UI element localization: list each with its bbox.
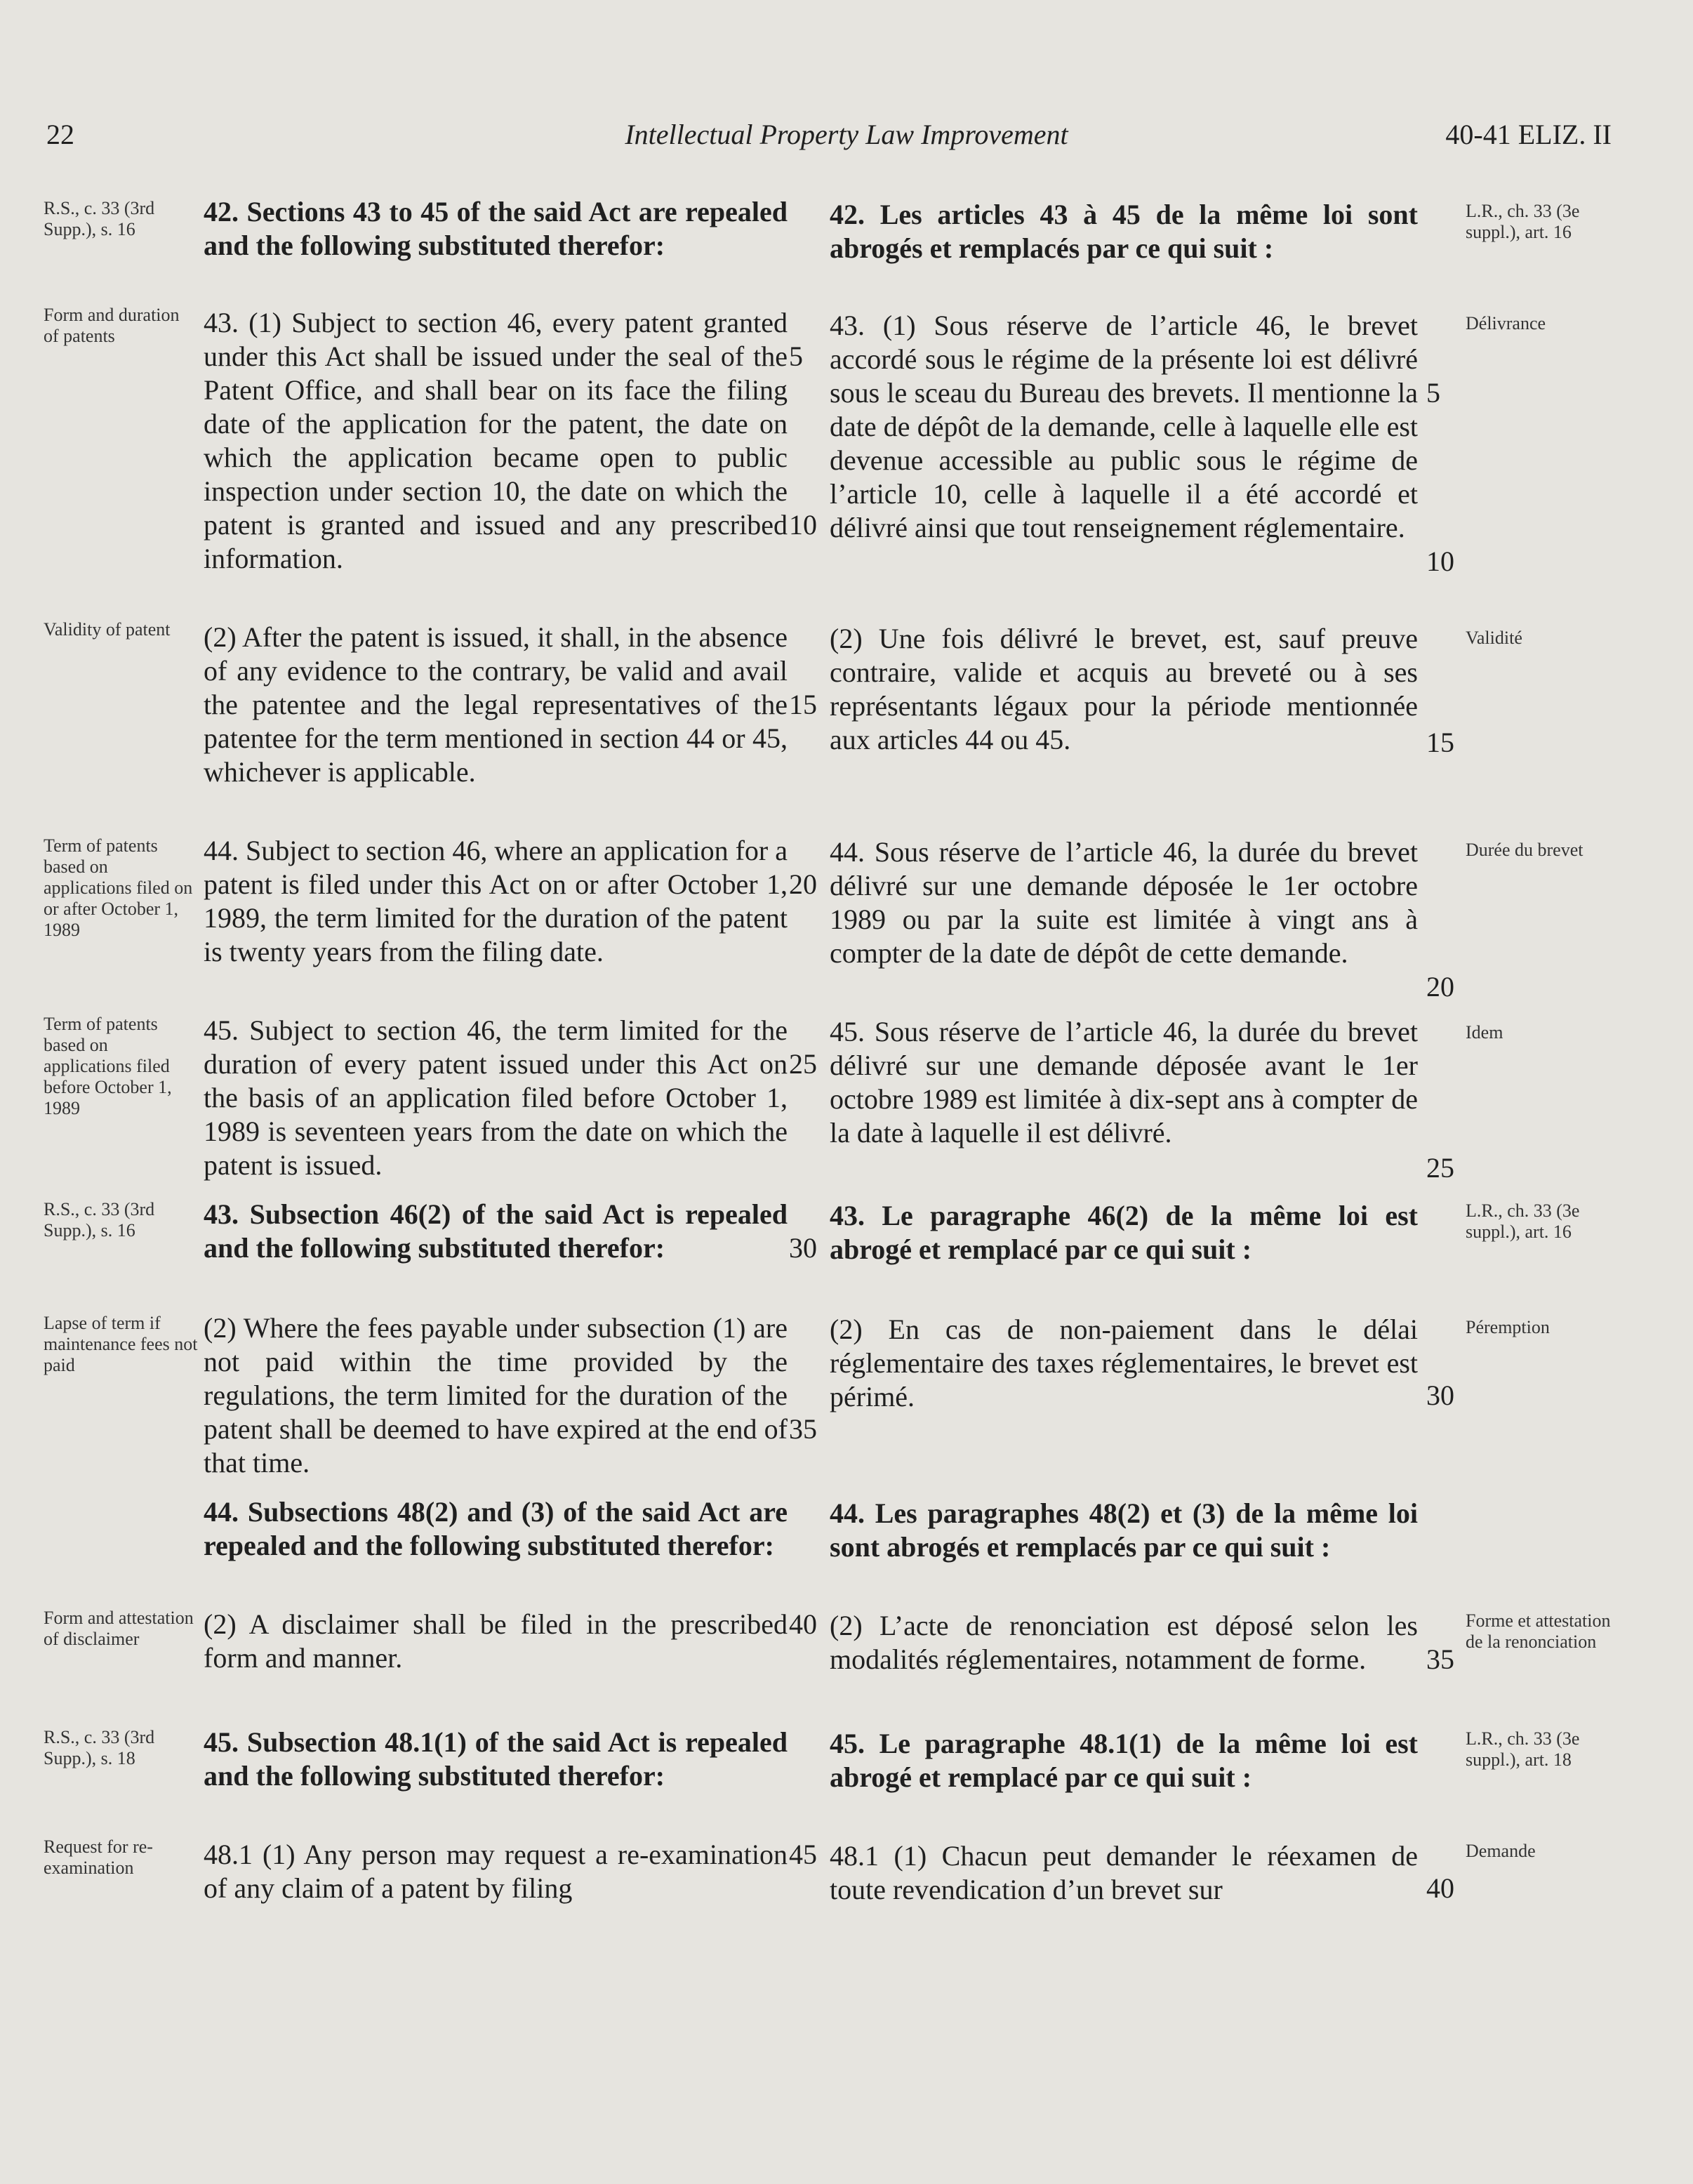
subsection-48-1-1-fr: 48.1 (1) Chacun peut demander le réexamen de toute revendication d’un brevet sur bbox=[830, 1840, 1418, 1905]
section-45-en: 45. Subject to section 46, the term limited for the duration of every patent issued under this Act on the basis of an application filed before October 1, 1989 is seventeen years from the date on which the patent is issued. bbox=[204, 1014, 788, 1181]
margin-note-fr: L.R., ch. 33 (3e suppl.), art. 16 bbox=[1466, 201, 1580, 242]
page-number: 22 bbox=[46, 119, 74, 150]
margin-note-en: Term of patents based on applications filed on or after October 1, 1989 bbox=[44, 835, 193, 940]
line-number: 15 bbox=[789, 689, 817, 720]
amending-clause-44-fr: 44. Les paragraphes 48(2) et (3) de la même loi sont abrogés et remplacés par ce qui suit : bbox=[830, 1497, 1418, 1563]
margin-note-fr: Validité bbox=[1466, 628, 1522, 648]
subsection-48-2-en: (2) A disclaimer shall be filed in the prescribed form and manner. bbox=[204, 1608, 788, 1674]
margin-note-en: Term of patents based on applications filed before October 1, 1989 bbox=[44, 1014, 172, 1118]
session-label: 40-41 ELIZ. II bbox=[1445, 119, 1612, 150]
margin-note-en: R.S., c. 33 (3rd Supp.), s. 16 bbox=[44, 198, 155, 239]
subsection-48-2-fr: (2) L’acte de renonciation est déposé selon les modalités réglementaires, notamment de forme. bbox=[830, 1610, 1418, 1675]
margin-note-fr: Péremption bbox=[1466, 1317, 1550, 1337]
line-number: 5 bbox=[1426, 377, 1440, 409]
line-number: 25 bbox=[1426, 1152, 1454, 1184]
line-number: 30 bbox=[789, 1232, 817, 1264]
amending-clause-43-en: 43. Subsection 46(2) of the said Act is repealed and the following substituted therefor: bbox=[204, 1198, 788, 1264]
section-43-1-en: 43. (1) Subject to section 46, every patent granted under this Act shall be issued under the seal of the Patent Office, and shall bear on its face the filing date of the application for the patent, the date on which the application became open to public inspection under section 10, the date on which the patent is granted and issued and any prescribed information. bbox=[204, 307, 788, 574]
line-number: 40 bbox=[789, 1608, 817, 1640]
amending-clause-43-fr: 43. Le paragraphe 46(2) de la même loi est abrogé et remplacé par ce qui suit : bbox=[830, 1200, 1418, 1265]
line-number: 10 bbox=[789, 509, 817, 541]
line-number: 40 bbox=[1426, 1872, 1454, 1904]
amending-clause-45-fr: 45. Le paragraphe 48.1(1) de la même loi est abrogé et remplacé par ce qui suit : bbox=[830, 1728, 1418, 1793]
section-45-fr: 45. Sous réserve de l’article 46, la durée du brevet délivré sur une demande déposée avant le 1er octobre 1989 est limitée à dix-sept ans à compter de la date à laquelle il est délivré. bbox=[830, 1016, 1418, 1149]
line-number: 5 bbox=[789, 340, 803, 372]
margin-note-en: R.S., c. 33 (3rd Supp.), s. 16 bbox=[44, 1199, 155, 1240]
subsection-46-2-fr: (2) En cas de non-paiement dans le délai réglementaire des taxes réglementaires, le brevet est périmé. bbox=[830, 1313, 1418, 1412]
margin-note-fr: Forme et attestation de la renonciation bbox=[1466, 1610, 1611, 1652]
line-number: 35 bbox=[789, 1413, 817, 1445]
line-number: 30 bbox=[1426, 1379, 1454, 1411]
margin-note-en: R.S., c. 33 (3rd Supp.), s. 18 bbox=[44, 1727, 155, 1768]
amending-clause-45-en: 45. Subsection 48.1(1) of the said Act is repealed and the following substituted therefor: bbox=[204, 1726, 788, 1792]
section-43-1-fr: 43. (1) Sous réserve de l’article 46, le brevet accordé sous le régime de la présente loi est délivré sous le sceau du Bureau des brevets. Il mentionne la date de dépôt de la demande, celle à laquelle elle est devenue accessible au public sous le régime de l’article 10, celle à laquelle il a été accordé et délivré ainsi que tout renseignement réglementaire. bbox=[830, 310, 1418, 543]
margin-note-en: Form and duration of patents bbox=[44, 305, 180, 346]
margin-note-fr: Demande bbox=[1466, 1841, 1536, 1861]
amending-clause-42-en: 42. Sections 43 to 45 of the said Act are repealed and the following substituted therefor: bbox=[204, 196, 788, 261]
margin-note-en: Form and attestation of disclaimer bbox=[44, 1608, 194, 1649]
section-44-en: 44. Subject to section 46, where an application for a patent is filed under this Act on or after October 1, 1989, the term limited for the duration of the patent is twenty years from the filing date. bbox=[204, 835, 788, 967]
margin-note-fr: L.R., ch. 33 (3e suppl.), art. 18 bbox=[1466, 1728, 1580, 1770]
margin-note-fr: Durée du brevet bbox=[1466, 840, 1584, 860]
line-number: 10 bbox=[1426, 545, 1454, 577]
margin-note-fr: Idem bbox=[1466, 1022, 1503, 1043]
running-title: Intellectual Property Law Improvement bbox=[625, 119, 1068, 150]
amending-clause-44-en: 44. Subsections 48(2) and (3) of the said Act are repealed and the following substituted therefor: bbox=[204, 1496, 788, 1561]
margin-note-en: Request for re-examination bbox=[44, 1836, 153, 1878]
margin-note-fr: L.R., ch. 33 (3e suppl.), art. 16 bbox=[1466, 1200, 1580, 1242]
amending-clause-42-fr: 42. Les articles 43 à 45 de la même loi sont abrogés et remplacés par ce qui suit : bbox=[830, 199, 1418, 264]
section-43-2-fr: (2) Une fois délivré le brevet, est, sauf preuve contraire, valide et acquis au breveté ou à ses représentants légaux pour la période mentionnée aux articles 44 ou 45. bbox=[830, 623, 1418, 755]
section-44-fr: 44. Sous réserve de l’article 46, la durée du brevet délivré sur une demande déposée le 1er octobre 1989 ou par la suite est limitée à vingt ans à compter de la date de dépôt de cette demande. bbox=[830, 836, 1418, 969]
section-43-2-en: (2) After the patent is issued, it shall, in the absence of any evidence to the contrary, be valid and avail the patentee and the legal representatives of the patentee for the term mentioned in section 44 or 45, whichever is applicable. bbox=[204, 621, 788, 788]
line-number: 45 bbox=[789, 1839, 817, 1870]
line-number: 15 bbox=[1426, 727, 1454, 758]
line-number: 20 bbox=[789, 868, 817, 900]
line-number: 35 bbox=[1426, 1643, 1454, 1675]
line-number: 20 bbox=[1426, 971, 1454, 1002]
margin-note-en: Lapse of term if maintenance fees not paid bbox=[44, 1313, 198, 1375]
subsection-46-2-en: (2) Where the fees payable under subsection (1) are not paid within the time provided by the regulations, the term limited for the duration of the patent shall be deemed to have expired at the end of that time. bbox=[204, 1312, 788, 1478]
line-number: 25 bbox=[789, 1048, 817, 1080]
margin-note-fr: Délivrance bbox=[1466, 313, 1546, 333]
subsection-48-1-1-en: 48.1 (1) Any person may request a re-examination of any claim of a patent by filing bbox=[204, 1839, 788, 1904]
margin-note-en: Validity of patent bbox=[44, 619, 171, 640]
